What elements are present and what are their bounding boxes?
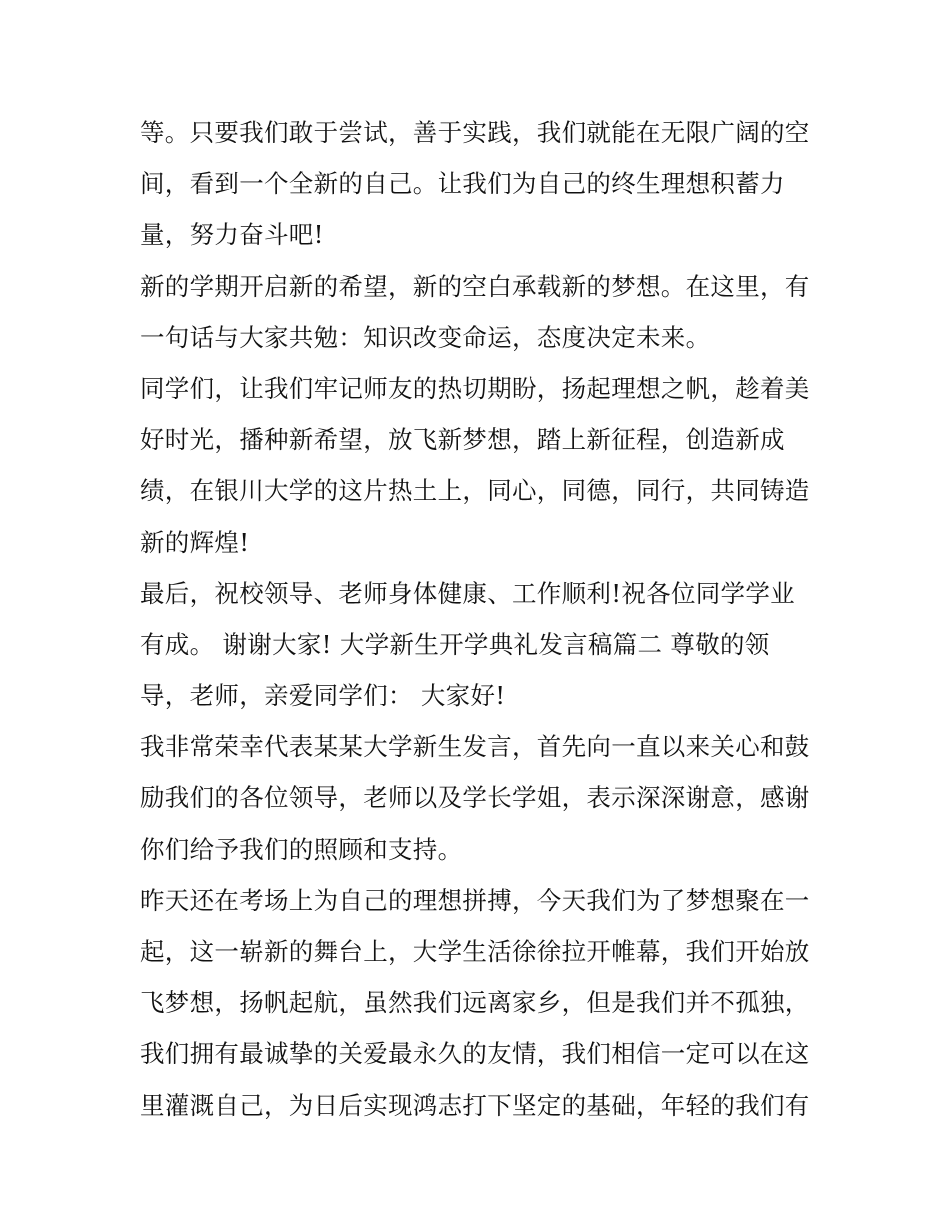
text-line: 新的辉煌!	[140, 527, 250, 557]
text-line: 同学们，让我们牢记师友的热切期盼，扬起理想之帆，趁着美	[140, 373, 810, 403]
text-line: 我非常荣幸代表某某大学新生发言，首先向一直以来关心和鼓	[140, 732, 810, 762]
text-line: 起，这一崭新的舞台上，大学生活徐徐拉开帷幕，我们开始放	[140, 937, 810, 966]
text-line: 昨天还在考场上为自己的理想拼搏，今天我们为了梦想聚在一	[140, 885, 810, 915]
text-line: 里灌溉自己，为日后实现鸿志打下坚定的基础，年轻的我们有	[140, 1090, 810, 1120]
text-line: 一句话与大家共勉：知识改变命运，态度决定未来。	[140, 322, 711, 352]
document-body	[140, 107, 820, 1131]
text-line: 我们拥有最诚挚的关爱最永久的友情，我们相信一定可以在这	[140, 1039, 810, 1069]
text-line: 好时光，播种新希望，放飞新梦想，踏上新征程，创造新成	[140, 425, 785, 455]
text-line: 量，努力奋斗吧!	[140, 220, 324, 250]
text-line: 你们给予我们的照顾和支持。	[140, 834, 463, 864]
text-line: 新的学期开启新的希望，新的空白承载新的梦想。在这里，有	[140, 271, 810, 301]
text-line: 间，看到一个全新的自己。让我们为自己的终生理想积蓄力	[140, 169, 785, 199]
text-line: 飞梦想，扬帆起航，虽然我们远离家乡，但是我们并不孤独，	[140, 988, 810, 1018]
text-line: 励我们的各位领导，老师以及学长学姐，表示深深谢意，感谢	[140, 783, 810, 813]
text-line: 导，老师，亲爱同学们： 大家好!	[140, 681, 506, 711]
text-line: 有成。 谢谢大家! 大学新生开学典礼发言稿篇二 尊敬的领	[140, 629, 770, 659]
text-line: 等。只要我们敢于尝试，善于实践，我们就能在无限广阔的空	[140, 118, 810, 147]
text-line: 绩，在银川大学的这片热土上，同心，同德，同行，共同铸造	[140, 476, 810, 506]
text-line: 最后，祝校领导、老师身体健康、工作顺利!祝各位同学学业	[140, 578, 795, 608]
